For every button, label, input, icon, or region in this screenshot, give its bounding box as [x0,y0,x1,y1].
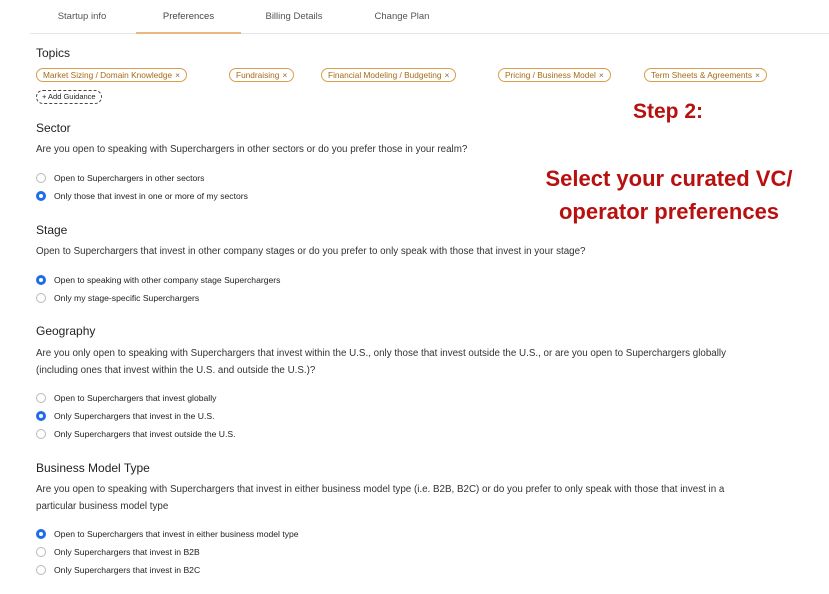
topics-heading: Topics [36,46,71,60]
option-label: Open to Superchargers that invest in either business model type [54,529,299,539]
option-label: Only my stage-specific Superchargers [54,293,200,303]
option-label: Open to Superchargers in other sectors [54,173,205,183]
option-label: Open to speaking with other company stage Superchargers [54,275,281,285]
stage-option[interactable] [36,291,199,305]
tab-change-plan[interactable]: Change Plan [374,11,430,22]
topic-chip-label: Fundraising [236,70,280,80]
topic-chip[interactable] [36,68,187,82]
geography-heading: Geography [36,324,96,338]
radio-unselected-icon[interactable] [36,393,46,403]
sector-option[interactable] [36,189,248,203]
geography-question-line2: (including ones that invest within the U.S. and outside the U.S.)? [36,365,316,376]
sector-heading: Sector [36,121,71,135]
radio-unselected-icon[interactable] [36,429,46,439]
radio-selected-icon[interactable] [36,275,46,285]
topic-chip-label: Term Sheets & Agreements [651,70,752,80]
tab-preferences[interactable]: Preferences [136,0,241,34]
option-label: Only those that invest in one or more of my sectors [54,191,248,201]
stage-option[interactable] [36,273,280,287]
step-label: Step 2: [632,100,703,123]
topic-chip[interactable] [644,68,767,82]
sector-option[interactable] [36,171,204,185]
business-model-question-line1: Are you open to speaking with Superchargers that invest in either business model type (i.e. B2B, B2C) or do you prefer to only speak with those that invest in a [36,484,725,495]
radio-selected-icon[interactable] [36,411,46,421]
topic-chip-label: Market Sizing / Domain Knowledge [43,70,173,80]
radio-unselected-icon[interactable] [36,565,46,575]
business-model-option[interactable] [36,563,200,577]
option-label: Open to Superchargers that invest globally [54,393,217,403]
option-label: Only Superchargers that invest outside the U.S. [54,429,236,439]
remove-chip-icon[interactable]: × [598,70,604,80]
radio-unselected-icon[interactable] [36,173,46,183]
stage-question: Open to Superchargers that invest in other company stages or do you prefer to only speak with those that invest in your stage? [36,246,586,257]
topic-chip[interactable] [321,68,456,82]
topic-chip[interactable] [498,68,611,82]
remove-chip-icon[interactable]: × [175,70,181,80]
tab-billing-details[interactable]: Billing Details [265,11,323,22]
option-label: Only Superchargers that invest in the U.S. [54,411,215,421]
annotation-line1: Select your curated VC/ [545,166,793,191]
radio-unselected-icon[interactable] [36,293,46,303]
radio-selected-icon[interactable] [36,191,46,201]
remove-chip-icon[interactable]: × [444,70,450,80]
radio-selected-icon[interactable] [36,529,46,539]
annotation-line2: operator preferences [558,199,780,224]
sector-question: Are you open to speaking with Superchargers in other sectors or do you prefer those in your realm? [36,144,468,155]
business-model-option[interactable] [36,545,200,559]
geography-option[interactable] [36,391,216,405]
stage-heading: Stage [36,223,68,237]
tab-bar [0,0,829,34]
business-model-question-line2: particular business model type [36,501,169,512]
topic-chip[interactable] [229,68,294,82]
radio-unselected-icon[interactable] [36,547,46,557]
geography-question-line1: Are you only open to speaking with Superchargers that invest within the U.S., only those that invest outside the U.S., or are you open to Superchargers globally [36,348,726,359]
business-model-option[interactable] [36,527,299,541]
option-label: Only Superchargers that invest in B2C [54,565,201,575]
remove-chip-icon[interactable]: × [282,70,288,80]
topic-chip-label: Pricing / Business Model [505,70,596,80]
add-guidance-button[interactable]: + Add Guidance [36,90,102,104]
option-label: Only Superchargers that invest in B2B [54,547,200,557]
business-model-heading: Business Model Type [36,461,150,475]
geography-option[interactable] [36,409,215,423]
tab-startup-info[interactable]: Startup info [57,11,107,22]
geography-option[interactable] [36,427,236,441]
remove-chip-icon[interactable]: × [755,70,760,80]
topic-chip-label: Financial Modeling / Budgeting [328,70,442,80]
